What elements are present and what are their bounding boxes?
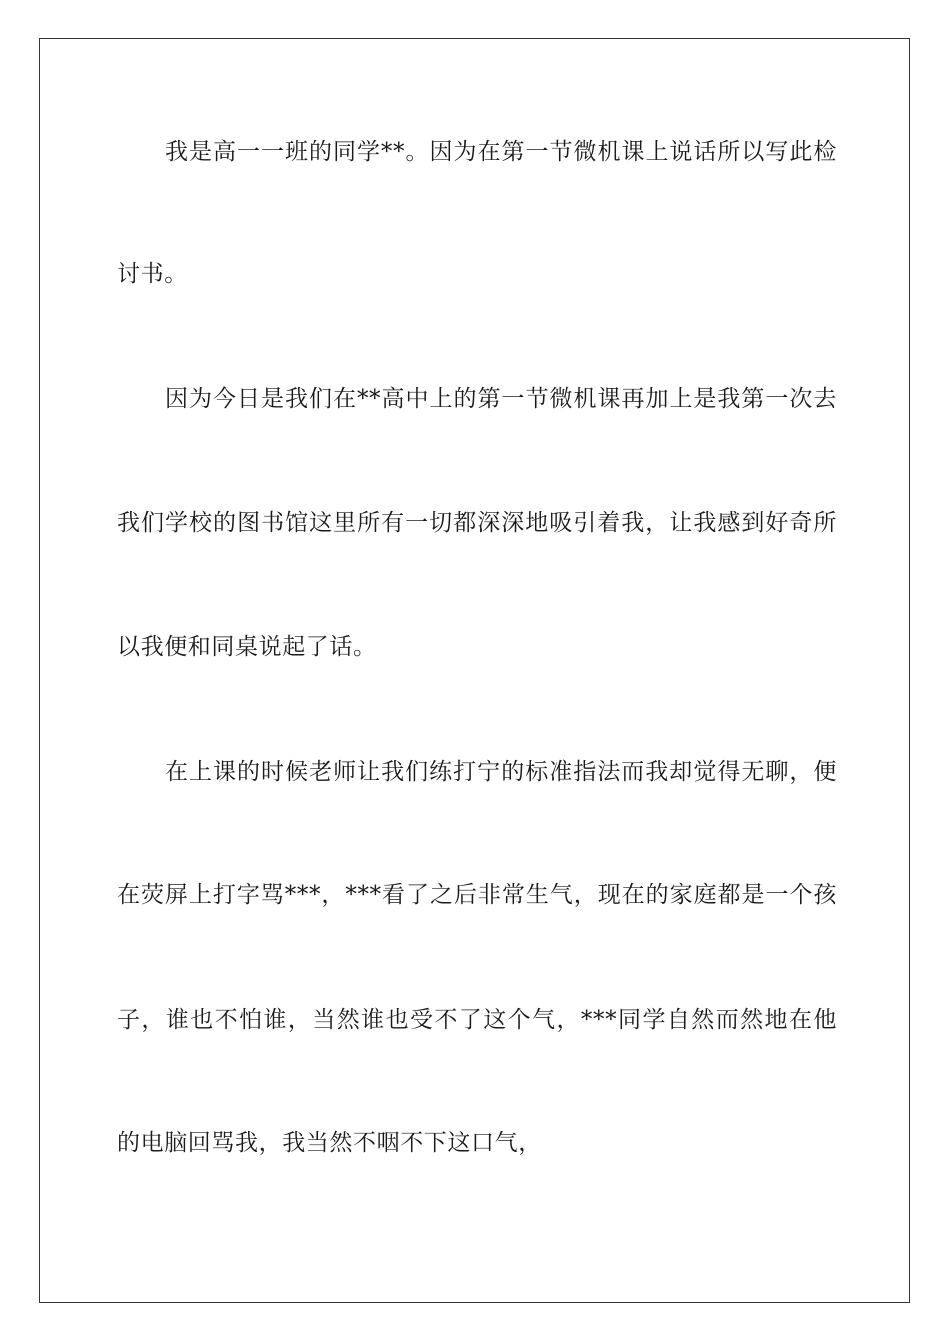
paragraph-1-line-2: 讨书。: [117, 261, 188, 287]
paragraph-3-line-1: 在上课的时候老师让我们练打宁的标准指法而我却觉得无聊，便: [165, 759, 837, 785]
paragraph-3-line-3: 子，谁也不怕谁，当然谁也受不了这个气，***同学自然而然地在他: [117, 1007, 837, 1033]
page-border: [39, 38, 910, 1303]
paragraph-2-line-2: 我们学校的图书馆这里所有一切都深深地吸引着我，让我感到好奇所: [117, 510, 837, 536]
paragraph-2-line-3: 以我便和同桌说起了话。: [117, 634, 377, 660]
paragraph-2-line-1: 因为今日是我们在**高中上的第一节微机课再加上是我第一次去: [165, 386, 837, 412]
paragraph-3-line-4: 的电脑回骂我，我当然不咽不下这口气，: [117, 1130, 542, 1156]
paragraph-1-line-1: 我是高一一班的同学**。因为在第一节微机课上说话所以写此检: [165, 139, 837, 165]
paragraph-3-line-2: 在荧屏上打字骂***，***看了之后非常生气，现在的家庭都是一个孩: [117, 882, 837, 908]
